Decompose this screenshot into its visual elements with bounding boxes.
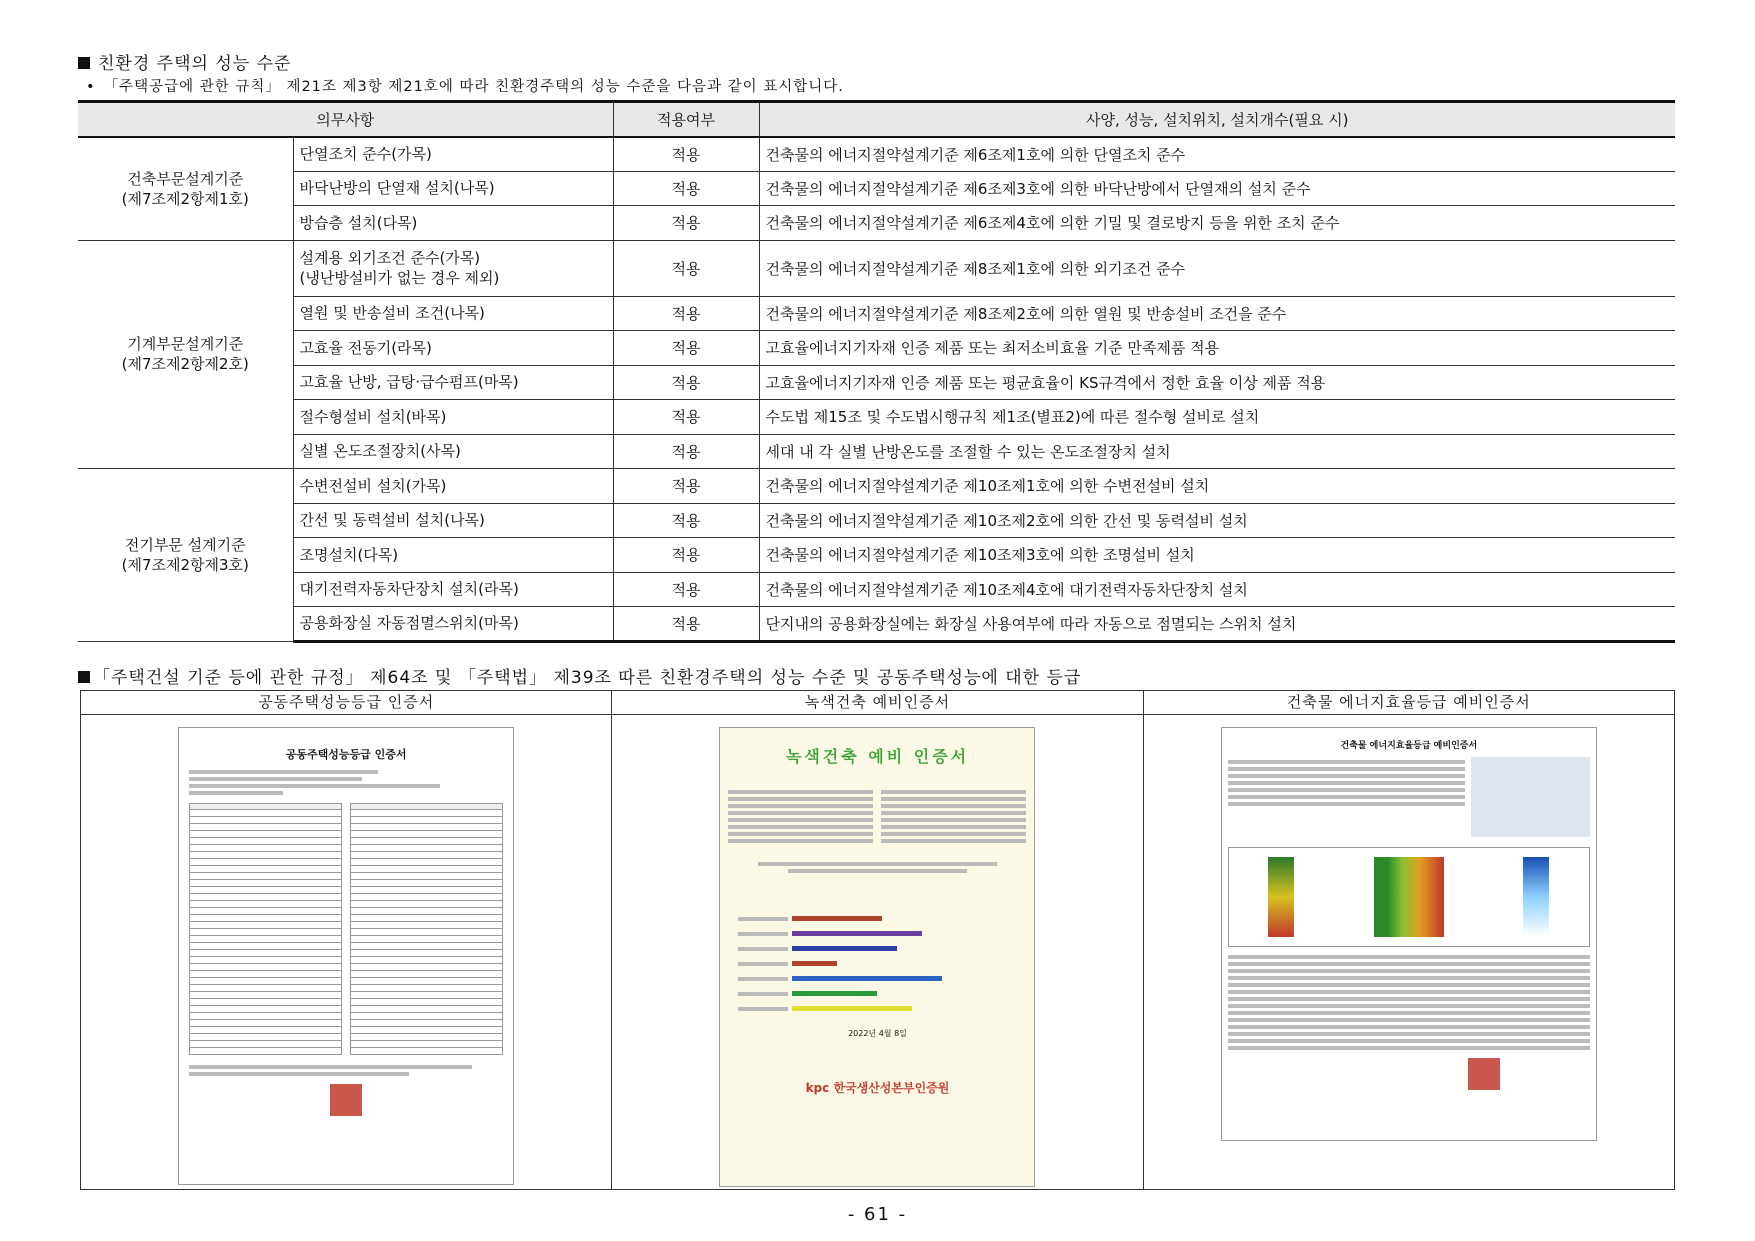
cert-col-green-building [612,691,1143,1189]
obligation-item-cell [293,469,613,504]
table-row [78,206,1675,241]
table-row [78,572,1675,607]
spec-cell: 세대 내 각 실별 난방온도를 조절할 수 있는 온도조절장치 설치 [759,434,1675,469]
header-applied: 적용여부 [613,102,759,137]
obligation-item-note: (냉난방설비가 없는 경우 제외) [299,269,500,287]
table-row [78,434,1675,469]
square-bullet-icon [78,57,90,69]
applied-cell: 적용 [613,206,759,241]
category-cell [78,469,293,642]
category-cell [78,240,293,469]
obligation-item: 단열조치 준수(가목) [299,145,432,163]
spec-cell: 고효율에너지기자재 인증 제품 또는 평균효율이 KS규격에서 정한 효율 이상 제품 적용 [759,365,1675,400]
applied-cell: 적용 [613,137,759,172]
applied-cell: 적용 [613,538,759,573]
table-row [78,400,1675,435]
cert-date: 2022년 4월 8일 [848,1029,907,1038]
spec-cell: 건축물의 에너지절약설계기준 제8조제2호에 의한 열원 및 반송설비 조건을 준수 [759,296,1675,331]
section2-title: 「주택건설 기준 등에 관한 규정」 제64조 및 「주택법」 제39조 따른 친환경주택의 성능 수준 및 공동주택성능에 대한 등급 [78,663,1081,688]
cert-header: 공동주택성능등급 인증서 [81,691,611,715]
section1-title: 친환경 주택의 성능 수준 [78,49,291,74]
spec-cell: 건축물의 에너지절약설계기준 제6조제1호에 의한 단열조치 준수 [759,137,1675,172]
spec-cell: 건축물의 에너지절약설계기준 제10조제3호에 의한 조명설비 설치 [759,538,1675,573]
applied-cell: 적용 [613,607,759,642]
table-row [78,607,1675,642]
cert-header: 건축물 에너지효율등급 예비인증서 [1144,691,1674,715]
applied-cell: 적용 [613,365,759,400]
table-row [78,331,1675,366]
obligation-item: 대기전력자동차단장치 설치(라목) [299,580,519,599]
green-building-certificate-image [719,727,1035,1187]
table-row [78,469,1675,504]
obligation-item-cell [293,171,613,206]
obligation-item-cell [293,434,613,469]
obligation-item: 실별 온도조절장치(사목) [299,442,461,461]
obligation-item-cell [293,331,613,366]
obligation-item-cell [293,240,613,296]
spec-cell: 건축물의 에너지절약설계기준 제6조제3호에 의한 바닥난방에서 단열재의 설치 준수 [759,171,1675,206]
applied-cell: 적용 [613,400,759,435]
green-score-bar-chart-image [738,913,1016,1014]
obligation-item: 간선 및 동력설비 설치(나목) [299,511,485,530]
obligation-item-cell [293,400,613,435]
category-label: 전기부문 설계기준 [124,535,246,554]
obligation-item: 고효율 난방, 급탕·급수펌프(마목) [299,373,519,392]
spec-cell: 고효율에너지기자재 인증 제품 또는 최저소비효율 기준 만족제품 적용 [759,331,1675,366]
kpc-logo: kpc 한국생산성본부인증원 [805,1081,950,1095]
header-spec: 사양, 성능, 설치위치, 설치개수(필요 시) [759,102,1675,137]
category-label: 건축부문설계기준 [127,169,244,188]
table-row [78,365,1675,400]
category-label: (제7조제2항제2호) [121,355,249,374]
bullet-dot-icon: • [86,79,96,95]
obligation-item-cell [293,572,613,607]
cert-header: 녹색건축 예비인증서 [612,691,1142,715]
applied-cell: 적용 [613,469,759,504]
section1-note: • 「주택공급에 관한 규칙」 제21조 제3항 제21호에 따라 친환경주택의 성능 수준을 다음과 같이 표시합니다. [86,79,844,95]
table-row [78,503,1675,538]
obligation-item: 공용화장실 자동점멸스위치(마목) [299,614,519,633]
cert-col-housing-performance [81,691,612,1189]
page-number: - 61 - [847,1204,908,1225]
obligation-item-cell [293,296,613,331]
category-cell [78,137,293,241]
certificate-panel [80,690,1675,1190]
spec-cell: 건축물의 에너지절약설계기준 제10조제2호에 의한 간선 및 동력설비 설치 [759,503,1675,538]
spec-cell: 단지내의 공용화장실에는 화장실 사용여부에 따라 자동으로 점멸되는 스위치 설치 [759,607,1675,642]
cert-doc-title: 공동주택성능등급 인증서 [285,748,407,761]
table-row [78,171,1675,206]
cert-doc-title: 건축물 에너지효율등급 예비인증서 [1340,741,1478,751]
obligation-item-cell [293,365,613,400]
obligation-item: 설계용 외기조건 준수(가목) [299,249,481,267]
spec-cell: 건축물의 에너지절약설계기준 제10조제1호에 의한 수변전설비 설치 [759,469,1675,504]
square-bullet-icon [78,671,90,683]
spec-cell: 건축물의 에너지절약설계기준 제6조제4호에 의한 기밀 및 결로방지 등을 위한 조치 준수 [759,206,1675,241]
category-label: (제7조제2항제1호) [121,189,249,208]
applied-cell: 적용 [613,503,759,538]
applied-cell: 적용 [613,240,759,296]
spec-cell: 수도법 제15조 및 수도법시행규칙 제1조(별표2)에 따른 절수형 설비로 설치 [759,400,1675,435]
obligation-item-cell [293,607,613,642]
obligation-item-cell [293,538,613,573]
obligation-item: 열원 및 반송설비 조건(나목) [299,304,485,323]
housing-performance-certificate-image [178,727,514,1185]
eco-performance-table [78,100,1675,643]
obligation-item: 절수형설비 설치(바목) [299,407,447,426]
cert-doc-title: 녹색건축 예비 인증서 [785,747,970,766]
table-header-row [78,102,1675,137]
category-label: 기계부문설계기준 [127,335,244,354]
obligation-item-cell [293,503,613,538]
red-seal-stamp-icon [330,1084,362,1116]
applied-cell: 적용 [613,171,759,206]
table-row [78,296,1675,331]
energy-efficiency-certificate-image [1221,727,1597,1141]
applied-cell: 적용 [613,434,759,469]
obligation-item: 바닥난방의 단열재 설치(나목) [299,179,495,198]
applied-cell: 적용 [613,572,759,607]
obligation-item: 방습층 설치(다목) [299,213,418,232]
category-label: (제7조제2항제3호) [121,555,249,574]
table-row [78,538,1675,573]
spec-cell: 건축물의 에너지절약설계기준 제10조제4호에 대기전력자동차단장치 설치 [759,572,1675,607]
applied-cell: 적용 [613,331,759,366]
obligation-item: 고효율 전동기(라목) [299,338,432,357]
obligation-item-cell [293,137,613,172]
cert-col-energy-efficiency [1144,691,1674,1189]
applied-cell: 적용 [613,296,759,331]
obligation-item-cell [293,206,613,241]
table-row [78,240,1675,296]
obligation-item: 수변전설비 설치(가목) [299,476,447,495]
table-row [78,137,1675,172]
obligation-item: 조명설치(다목) [299,545,399,564]
header-obligation: 의무사항 [78,102,613,137]
red-seal-stamp-icon [1468,1058,1500,1090]
spec-cell: 건축물의 에너지절약설계기준 제8조제1호에 의한 외기조건 준수 [759,240,1675,296]
